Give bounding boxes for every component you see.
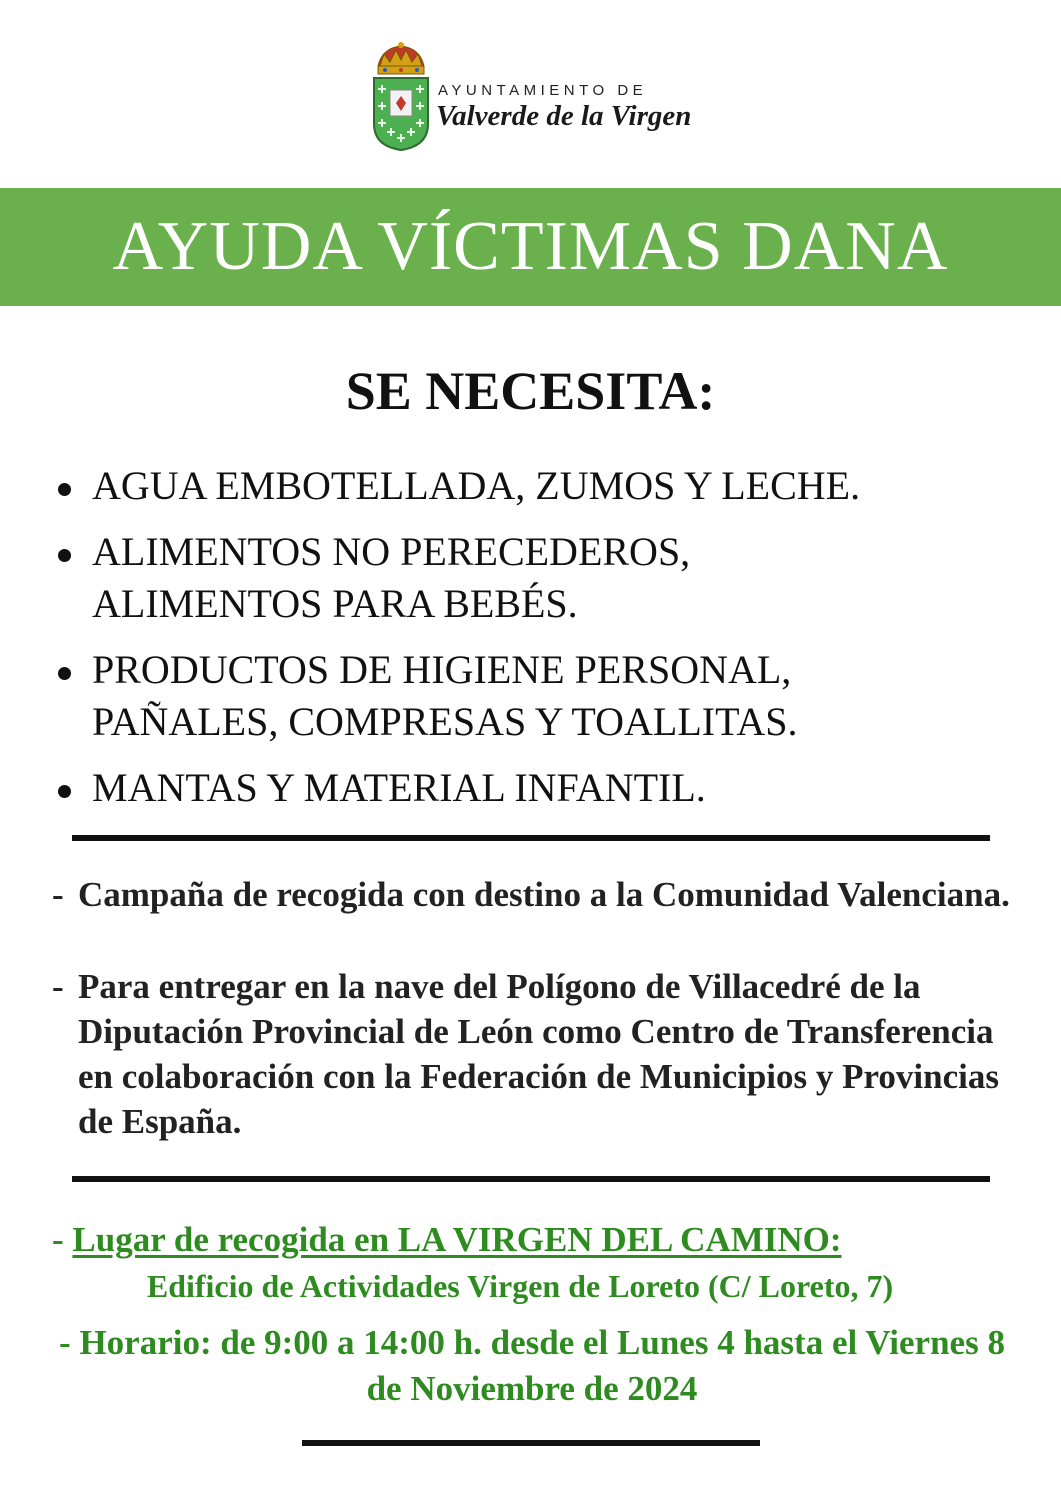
list-item-text: AGUA EMBOTELLADA, ZUMOS Y LECHE.	[92, 463, 861, 508]
dash-marker: -	[52, 875, 64, 914]
bullet-icon	[58, 483, 71, 496]
bullet-icon	[58, 549, 71, 562]
opening-hours	[52, 1320, 1012, 1412]
needs-list	[58, 460, 1018, 828]
municipality-name: Valverde de la Virgen	[436, 100, 692, 132]
page-title: AYUDA VÍCTIMAS DANA	[112, 208, 949, 285]
list-item	[58, 644, 1018, 748]
coat-of-arms-icon	[370, 40, 432, 152]
bullet-icon	[58, 785, 71, 798]
list-item	[58, 460, 1018, 512]
logo-top-text: AYUNTAMIENTO DE	[438, 82, 648, 99]
dash-marker: -	[59, 1323, 71, 1362]
pickup-address: Edificio de Actividades Virgen de Loreto (C/ Loreto, 7)	[146, 1268, 894, 1304]
list-item-text: MANTAS Y MATERIAL INFANTIL.	[92, 765, 706, 810]
pickup-location-title: Lugar de recogida en LA VIRGEN DEL CAMINO:	[72, 1220, 842, 1259]
campaign-note	[52, 872, 1012, 917]
dash-marker: -	[52, 1220, 64, 1259]
delivery-note-text: Para entregar en la nave del Polígono de Villacedré de la Diputación Provincial de León como Centro de Transferencia en colaboración con la Federación de Municipios y Provincias de España.	[78, 967, 999, 1141]
list-item-text: PRODUCTOS DE HIGIENE PERSONAL, PAÑALES, COMPRESAS Y TOALLITAS.	[92, 647, 798, 744]
list-item	[58, 762, 1018, 814]
divider	[72, 1176, 990, 1182]
divider	[72, 835, 990, 841]
divider	[302, 1440, 760, 1446]
title-banner	[0, 188, 1061, 306]
opening-hours-text: Horario: de 9:00 a 14:00 h. desde el Lunes 4 hasta el Viernes 8 de Noviembre de 2024	[79, 1323, 1005, 1408]
bullet-icon	[58, 667, 71, 680]
list-item	[58, 526, 1018, 630]
needs-heading: SE NECESITA:	[345, 361, 716, 421]
pickup-location	[52, 1217, 1012, 1262]
municipal-logo	[370, 40, 700, 155]
delivery-note	[52, 964, 1012, 1144]
list-item-text: ALIMENTOS NO PERECEDEROS, ALIMENTOS PARA BEBÉS.	[92, 529, 691, 626]
campaign-note-text: Campaña de recogida con destino a la Comunidad Valenciana.	[78, 875, 1010, 914]
dash-marker: -	[52, 967, 64, 1006]
